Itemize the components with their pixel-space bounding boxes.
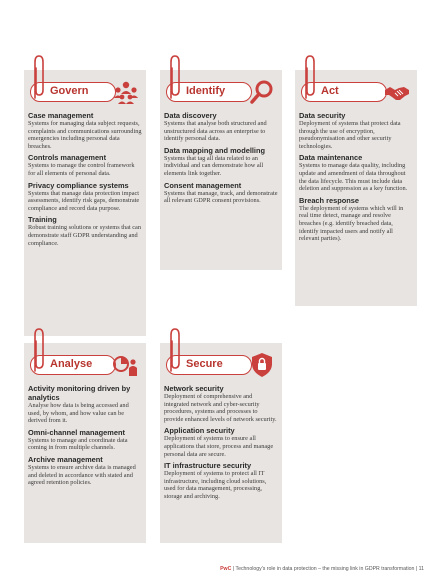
- identify-card: [160, 70, 282, 270]
- secure-card-title: Secure: [186, 358, 223, 370]
- govern-section: [28, 181, 142, 213]
- section-heading: Privacy compliance systems: [28, 180, 129, 190]
- analyse-section: [28, 384, 142, 425]
- section-text: Systems that manage, track, and demonstrate all relevant GDPR consent provisions.: [164, 189, 278, 205]
- identify-section: [164, 146, 278, 178]
- section-text: Systems to manage the control framework for all elements of personal data.: [28, 162, 135, 177]
- analyse-section: [28, 455, 142, 487]
- page-footer: [220, 566, 424, 572]
- chart-person-icon: [112, 351, 140, 379]
- section-heading: Case management: [28, 111, 94, 120]
- section-heading: Controls management: [28, 153, 107, 163]
- section-text: Systems that tag all data related to an individual and can demonstrate how all elements link together.: [164, 154, 264, 177]
- section-heading: Application security: [164, 426, 235, 436]
- analyse-card-title: Analyse: [50, 358, 93, 370]
- identify-card-header: [164, 74, 278, 108]
- identify-card-title: Identify: [186, 85, 226, 97]
- section-heading: IT infrastructure security: [164, 461, 252, 471]
- analyse-card: [24, 343, 146, 543]
- section-heading: Data mapping and modelling: [164, 145, 266, 155]
- paperclip-icon: [166, 327, 182, 375]
- secure-section: [164, 461, 278, 500]
- secure-section: [164, 426, 278, 458]
- section-text: Deployment of comprehensive and integrated network and cyber-security procedures, systems and processes to provide enhanced levels of network security.: [164, 393, 277, 423]
- govern-section: [28, 153, 142, 177]
- paperclip-icon: [301, 54, 317, 102]
- act-card-title: Act: [321, 85, 339, 97]
- paperclip-icon: [30, 54, 46, 102]
- govern-section: [28, 111, 142, 150]
- section-heading: Consent management: [164, 180, 242, 190]
- act-card: [295, 70, 417, 306]
- section-text: Analyse how data is being accessed and used, by whom, and how value can be derived from it.: [28, 402, 129, 425]
- section-text: Systems to manage data quality, including update and amendment of data throughout the data lifecycle. This must include data deletion and suppression as a key function.: [299, 162, 408, 193]
- shield-lock-icon: [248, 351, 276, 379]
- section-heading: Network security: [164, 384, 224, 393]
- identify-section: [164, 111, 278, 143]
- section-heading: Data security: [299, 111, 346, 120]
- paperclip-icon: [166, 54, 182, 102]
- act-card-header: [299, 74, 413, 108]
- section-text: Systems to manage and coordinate data coming in from multiple channels.: [28, 436, 128, 452]
- section-heading: Training: [28, 215, 57, 225]
- section-heading: Activity monitoring driven by analytics: [28, 384, 131, 402]
- section-text: Deployment of systems to protect all IT infrastructure, including cloud solutions, used for data management, processing, storage and archiving.: [164, 470, 267, 500]
- section-text: The deployment of systems which will in real time detect, manage and resolve breaches (e.g. identify breached data, identify impacted users and notify all relevant parties).: [299, 204, 404, 243]
- people-group-icon: [112, 78, 140, 106]
- section-text: Deployment of systems that protect data through the use of encryption, pseudonymisation and other security technologies.: [299, 120, 401, 150]
- footer-text: | Technology's role in data protection – the missing link in GDPR transformation | 11: [231, 566, 424, 572]
- secure-card: [160, 343, 282, 543]
- handshake-icon: [383, 78, 411, 106]
- analyse-card-header: [28, 347, 142, 381]
- footer-brand: PwC: [220, 566, 232, 572]
- section-text: Systems for managing data subject requests, complaints and communications surrounding emergencies including personal data breaches.: [28, 120, 142, 150]
- section-heading: Data discovery: [164, 111, 217, 120]
- act-section: [299, 153, 413, 192]
- magnifier-icon: [248, 78, 276, 106]
- section-text: Systems to ensure archive data is managed and deleted in accordance with stated and agreed retention policies.: [28, 463, 136, 487]
- govern-card-header: [28, 74, 142, 108]
- section-heading: Archive management: [28, 454, 103, 464]
- analyse-section: [28, 428, 142, 452]
- secure-card-header: [164, 347, 278, 381]
- govern-section: [28, 215, 142, 247]
- section-text: Robust training solutions or systems that can demonstrate staff GDPR understanding and compliance.: [28, 224, 141, 247]
- govern-card: [24, 70, 146, 336]
- act-section: [299, 111, 413, 150]
- paperclip-icon: [30, 327, 46, 375]
- govern-card-title: Govern: [50, 85, 89, 97]
- section-heading: Breach response: [299, 195, 359, 205]
- section-text: Deployment of systems to ensure all applications that store, process and manage personal data are secure.: [164, 435, 274, 458]
- identify-section: [164, 181, 278, 205]
- section-text: Systems that analyse both structured and unstructured data across an enterprise to identify personal data.: [164, 120, 267, 143]
- secure-section: [164, 384, 278, 423]
- section-heading: Omni-channel management: [28, 427, 125, 437]
- act-section: [299, 196, 413, 243]
- section-text: Systems that manage data protection impact assessments, identify risk gaps, demonstrate compliance and record data purpose.: [28, 189, 140, 212]
- section-heading: Data maintenance: [299, 153, 363, 163]
